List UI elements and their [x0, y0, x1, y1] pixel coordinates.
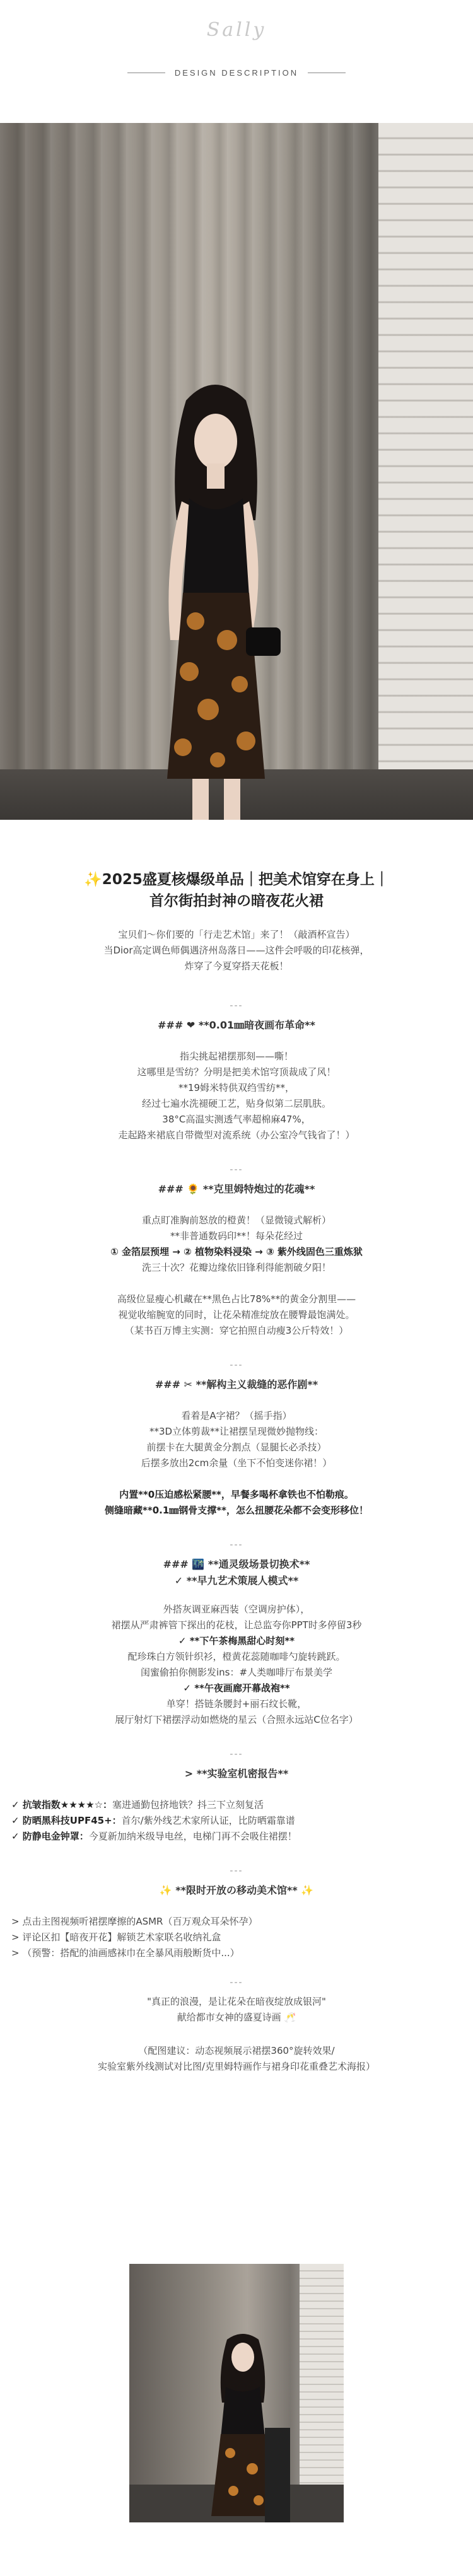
- product-title: [0, 820, 473, 912]
- section-divider: ---: [230, 1165, 243, 1175]
- section-title-lab-report: > **实验室机密报告**: [184, 1768, 289, 1780]
- body-line: 经过七遍水洗褪硬工艺，贴身似第二层肌肤。: [141, 1098, 331, 1109]
- lab-report-item: [11, 1797, 473, 1813]
- limited-offer-list: [0, 1914, 473, 1961]
- body-line: 指尖挑起裙摆那刻——嘶！: [179, 1051, 293, 1062]
- section-title-flower: ### 🌻 **克里姆特炮过的花魂**: [158, 1183, 315, 1195]
- intro-line: 当Dior高定调色师偶遇济州岛落日——这件会呼吸的印花核弹，: [103, 945, 370, 956]
- lab-report-label: ✓ 防静电金钟罩：: [11, 1831, 89, 1842]
- lab-report-item: [11, 1829, 473, 1845]
- body-line: 看着是A字裙？（摇手指）: [181, 1410, 292, 1421]
- lab-report-item: [11, 1813, 473, 1829]
- note-line: 实验室紫外线测试对比图/克里姆特画作与裙身印花重叠艺术海报）: [97, 2061, 376, 2072]
- lab-report-list: [0, 1797, 473, 1845]
- body-line: 外搭灰调亚麻西装（空调房护体），: [163, 1604, 310, 1615]
- section-divider: ---: [230, 1978, 243, 1988]
- page-header: [0, 0, 473, 123]
- paneled-wall: [300, 2264, 344, 2522]
- paneled-wall: [378, 123, 473, 820]
- intro-paragraph: [0, 927, 473, 974]
- section-canvas-body: [0, 1049, 473, 1143]
- section-divider: ---: [230, 1866, 243, 1876]
- body-line: 这哪里是雪纺？分明是把美术馆穹顶裁成了风！: [137, 1066, 336, 1078]
- description-content: [0, 820, 473, 2075]
- body-line: 后摆多放出2cm余量（坐下不怕变迷你裙！）: [141, 1457, 332, 1469]
- process-steps-line: ① 金箔层预埋 → ② 植物染料浸染 → ③ 紫外线固色三重炼狱: [110, 1246, 363, 1257]
- quote-line: "真正的浪漫，是让花朵在暗夜绽放成银河": [147, 1996, 326, 2007]
- body-line: 高级位显瘦心机藏在**黑色占比78%**的黄金分割里——: [117, 1293, 356, 1305]
- lab-report-text: 塞进通勤包挤地铁？抖三下立刻复活: [112, 1799, 264, 1810]
- section-divider: ---: [230, 1360, 243, 1370]
- section-scenes-body: [0, 1602, 473, 1728]
- lab-report-label: ✓ 防晒黑科技UPF45+：: [11, 1815, 122, 1826]
- design-description-label: DESIGN DESCRIPTION: [174, 68, 299, 78]
- brand-script-logo: Sally: [206, 19, 267, 41]
- bold-feature-line: 内置**0压迫感松紧腰**，早餐多喝杯拿铁也不怕勒痕。: [119, 1489, 354, 1500]
- offer-line: > 评论区扣【暗夜开花】解锁艺术家联名收纳礼盒: [11, 1932, 221, 1943]
- scene-subtitle: ✓ **午夜画廊开幕战袍**: [183, 1682, 290, 1694]
- section-divider: ---: [230, 1001, 243, 1011]
- spacer: [0, 1471, 473, 1487]
- section-divider: ---: [230, 1540, 243, 1550]
- model-figure: [120, 375, 309, 820]
- section-title-limited: ✨ **限时开放の移动美术馆** ✨: [159, 1884, 314, 1896]
- title-line-1: ✨2025盛夏核爆级单品｜把美术馆穿在身上｜: [84, 871, 389, 888]
- lab-report-text: 首尔/紫外线艺术家所认证，比防晒霜靠谱: [121, 1815, 295, 1826]
- body-line: 视觉收缩腕宽的同时，让花朵精准绽放在腰臀最饱满处。: [118, 1309, 355, 1320]
- title-line-2: 首尔街拍封神の暗夜花火裙: [149, 893, 324, 909]
- body-line: 配珍珠白方领针织衫，橙黄花蕊随咖啡勺旋转跳跃。: [127, 1651, 346, 1662]
- body-line: 走起路来裙底自带微型对流系统（办公室冷气钱省了！）: [118, 1129, 355, 1141]
- bottom-photo: [129, 2264, 344, 2522]
- body-line: 洗三十次？花瓣边缘依旧锋利得能割破夕阳！: [141, 1262, 331, 1273]
- body-line: 单穿！搭链条腰封+丽石纹长靴，: [166, 1698, 307, 1710]
- body-line: 前摆卡在大腿黄金分割点（显腿长必杀技）: [146, 1442, 327, 1453]
- section-tailoring-body: [0, 1408, 473, 1518]
- note-line: （配图建议：动态视频展示裙摆360°旋转效果/: [138, 2045, 335, 2056]
- scene-subtitle: ✓ **早九艺术策展人模式**: [174, 1575, 299, 1587]
- image-suggestion-note: [0, 2043, 473, 2075]
- scene-subtitle: ✓ **下午茶梅黑甜心时刻**: [178, 1635, 295, 1646]
- hero-photo: [0, 123, 473, 820]
- body-line: 38°C高温实测透气率超棉麻47%，: [162, 1114, 311, 1125]
- offer-line: > （预警：搭配的油画感袜巾在全暴风雨般断货中...）: [11, 1947, 240, 1959]
- body-line: **19姆米特供双绉雪纺**，: [178, 1082, 295, 1093]
- body-line: 展厅射灯下裙摆浮动如燃烧的星云（合照永远站C位名字）: [115, 1714, 358, 1725]
- design-description-row: [0, 66, 473, 78]
- body-line: 裙摆从严肃裤管下探出的花枝，让总监夸你PPT时多停留3秒: [111, 1619, 362, 1631]
- intro-line: 炸穿了今夏穿搭天花板！: [184, 960, 289, 972]
- closing-quote: [0, 1994, 473, 2025]
- body-line: 闺蜜偷拍你侧影发ins：#人类咖啡厅布景美学: [140, 1667, 333, 1678]
- lab-report-text: 今夏新加纳米级导电丝，电梯门再不会吸住裙摆！: [88, 1831, 297, 1842]
- body-line: **非普通数码印**！每朵花经过: [170, 1230, 303, 1242]
- section-divider: ---: [230, 1749, 243, 1759]
- body-line: **3D立体剪裁**让裙摆呈现微妙抛物线：: [149, 1426, 324, 1437]
- intro-line: 宝贝们～你们要的「行走艺术馆」来了！（敲酒杯宣告）: [118, 929, 355, 940]
- body-line: （某书百万博主实测：穿它拍照自动瘦3公斤特效！）: [124, 1325, 349, 1336]
- section-title-scenes: ### 🌃 **通灵级场景切换术**: [163, 1558, 310, 1570]
- lab-report-label: ✓ 抗皱指数★★★★☆：: [11, 1799, 113, 1810]
- quote-line: 献给都市女神的盛夏诗画 🥂: [177, 2012, 296, 2023]
- section-flower-body: [0, 1213, 473, 1339]
- body-line: 重点盯准胸前怒放的橙黄！（显微镜式解析）: [141, 1215, 331, 1226]
- section-title-canvas: ### ❤ **0.01㎜暗夜画布革命**: [158, 1019, 315, 1031]
- spacer: [0, 1276, 473, 1291]
- bold-feature-line: 侧缝暗藏**0.1㎜钢骨支撑**，怎么扭腰花朵都不会变形移位！: [105, 1505, 368, 1516]
- offer-line: > 点击主图视频听裙摆摩擦的ASMR（百万观众耳朵怀孕）: [11, 1916, 258, 1927]
- section-title-tailoring: ### ✂ **解构主义裁缝的恶作剧**: [155, 1378, 318, 1390]
- model-figure: [183, 2333, 303, 2522]
